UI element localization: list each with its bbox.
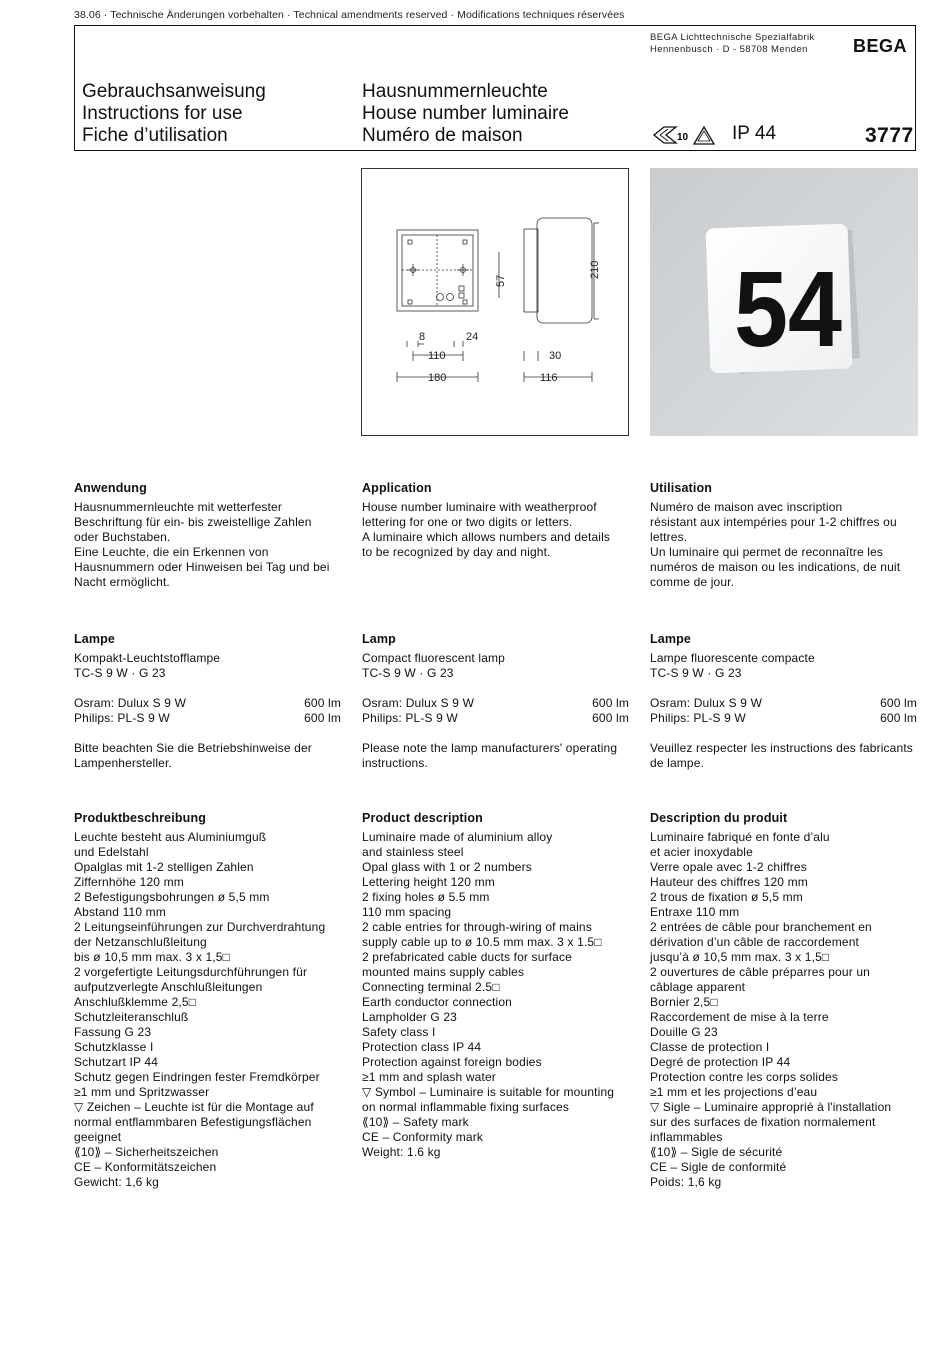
text-line: Bitte beachten Sie die Betriebshinweise der (74, 741, 312, 755)
text-line: instructions. (362, 756, 428, 770)
lamp-socket: TC-S 9 W · G 23 (650, 666, 742, 680)
description-line: 2 vorgefertigte Leitungsdurchführungen für (74, 965, 308, 979)
document-type (82, 81, 266, 147)
description-line: Schutzleiteranschluß (74, 1010, 189, 1024)
description-line: aufputzverlegte Anschlußleitungen (74, 980, 263, 994)
description-line: ▽ Symbol – Luminaire is suitable for mounting (362, 1085, 615, 1099)
application-de (74, 481, 346, 590)
description-line: Gewicht: 1,6 kg (74, 1175, 159, 1189)
description-de (74, 811, 346, 1190)
lamp-fr (650, 632, 917, 771)
description-line: ⟪10⟫ – Sicherheitszeichen (74, 1145, 219, 1159)
description-line: Entraxe 110 mm (650, 905, 740, 919)
topline-notice: 38.06 · Technische Änderungen vorbehalten · Technical amendments reserved · Modifications techniques réservées (74, 9, 625, 21)
description-line: ⟪10⟫ – Safety mark (362, 1115, 469, 1129)
description-line: Protection contre les corps solides (650, 1070, 839, 1084)
description-line: Hauteur des chiffres 120 mm (650, 875, 808, 889)
description-line: Raccordement de mise à la terre (650, 1010, 829, 1024)
text-line: A luminaire which allows numbers and details (362, 530, 611, 544)
description-line: jusqu’à ø 10,5 mm max. 3 x 1,5□ (650, 950, 830, 964)
text-line: Nacht ermöglicht. (74, 575, 170, 589)
text-line: Numéro de maison avec inscription (650, 500, 843, 514)
description-line: Protection against foreign bodies (362, 1055, 542, 1069)
description-line: on normal inflammable fixing surfaces (362, 1100, 569, 1114)
heading: Anwendung (74, 481, 147, 495)
description-line: normal entflammbaren Befestigungsflächen (74, 1115, 312, 1129)
text-line: numéros de maison ou les indications, de nuit (650, 560, 901, 574)
dimension-drawing-svg (362, 169, 630, 437)
text-line: oder Buchstaben. (74, 530, 171, 544)
text-line: comme de jour. (650, 575, 735, 589)
description-line: Verre opale avec 1-2 chiffres (650, 860, 807, 874)
description-line: CE – Konformitätszeichen (74, 1160, 217, 1174)
description-line: 2 prefabricated cable ducts for surface (362, 950, 572, 964)
description-line: Abstand 110 mm (74, 905, 166, 919)
text-line: résistant aux intempéries pour 1-2 chiffres ou (650, 515, 897, 529)
description-line: 2 Leitungseinführungen zur Durchverdrahtung (74, 920, 326, 934)
description-line: Douille G 23 (650, 1025, 718, 1039)
product-de: Hausnummernleuchte (362, 81, 548, 102)
description-line: ≥1 mm und Spritzwasser (74, 1085, 210, 1099)
description-line: câblage apparent (650, 980, 746, 994)
text-line: Hausnummern oder Hinweisen bei Tag und bei (74, 560, 330, 574)
lamp-type: Kompakt-Leuchtstofflampe (74, 651, 221, 665)
description-line: und Edelstahl (74, 845, 149, 859)
text-line: Please note the lamp manufacturers' operating (362, 741, 618, 755)
company-line-1: BEGA Lichttechnische Spezialfabrik (650, 32, 815, 43)
heading: Utilisation (650, 481, 713, 495)
text-line: Eine Leuchte, die ein Erkennen von (74, 545, 269, 559)
heading: Description du produit (650, 811, 788, 825)
doctype-de: Gebrauchsanweisung (82, 81, 266, 102)
description-line: Anschlußklemme 2,5□ (74, 995, 197, 1009)
description-line: 2 cable entries for through-wiring of mains (362, 920, 592, 934)
description-line: Leuchte besteht aus Aluminiumguß (74, 830, 267, 844)
description-line: ≥1 mm et les projections d’eau (650, 1085, 818, 1099)
description-line: Connecting terminal 2.5□ (362, 980, 500, 994)
product-en: House number luminaire (362, 103, 569, 124)
text-line: Hausnummernleuchte mit wetterfester (74, 500, 282, 514)
description-line: 2 fixing holes ø 5.5 mm (362, 890, 490, 904)
description-line: and stainless steel (362, 845, 464, 859)
lamp-brand: Philips: PL-S 9 W (362, 711, 458, 725)
safety-mark-number: 10 (677, 132, 689, 143)
description-line: ≥1 mm and splash water (362, 1070, 496, 1084)
description-line: Lampholder G 23 (362, 1010, 457, 1024)
lamp-brand: Osram: Dulux S 9 W (74, 696, 187, 710)
lamp-row-philips (650, 711, 917, 726)
text-line: House number luminaire with weatherproof (362, 500, 597, 514)
description-line: Degré de protection IP 44 (650, 1055, 791, 1069)
lamp-de (74, 632, 341, 771)
lamp-brand: Philips: PL-S 9 W (74, 711, 170, 725)
description-line: dérivation d’un câble de raccordement (650, 935, 860, 949)
text-line: lettres. (650, 530, 688, 544)
description-line: Safety class I (362, 1025, 436, 1039)
description-line: ▽ Zeichen – Leuchte ist für die Montage auf (74, 1100, 314, 1114)
dim-24: 24 (466, 331, 479, 343)
company-address (650, 32, 815, 56)
lamp-type: Lampe fluorescente compacte (650, 651, 815, 665)
description-line: Schutzklasse I (74, 1040, 154, 1054)
description-line: Fassung G 23 (74, 1025, 152, 1039)
description-line: et acier inoxydable (650, 845, 753, 859)
description-line: Lettering height 120 mm (362, 875, 495, 889)
safety-mark-icon (652, 124, 720, 146)
lamp-row-osram (362, 696, 629, 711)
dim-8: 8 (419, 331, 426, 343)
lamp-socket: TC-S 9 W · G 23 (74, 666, 166, 680)
lamp-row-osram (74, 696, 341, 711)
description-line: inflammables (650, 1130, 723, 1144)
description-line: geeignet (74, 1130, 122, 1144)
lamp-lumen: 600 lm (880, 696, 917, 710)
description-line: Bornier 2,5□ (650, 995, 718, 1009)
product-fr: Numéro de maison (362, 125, 523, 146)
description-line: Weight: 1.6 kg (362, 1145, 441, 1159)
lamp-en (362, 632, 629, 771)
product-photo-svg (650, 168, 918, 436)
text-line: de lampe. (650, 756, 705, 770)
description-line: 2 entrées de câble pour branchement en (650, 920, 872, 934)
lamp-row-philips (74, 711, 341, 726)
lamp-type: Compact fluorescent lamp (362, 651, 505, 665)
dim-30: 30 (549, 350, 562, 362)
lamp-brand: Philips: PL-S 9 W (650, 711, 746, 725)
description-line: mounted mains supply cables (362, 965, 525, 979)
lamp-socket: TC-S 9 W · G 23 (362, 666, 454, 680)
description-line: Luminaire fabriqué en fonte d’alu (650, 830, 830, 844)
doctype-fr: Fiche d’utilisation (82, 125, 228, 146)
description-line: Schutz gegen Eindringen fester Fremdkörper (74, 1070, 320, 1084)
dimension-drawing (361, 168, 629, 436)
description-en (362, 811, 634, 1160)
dim-180: 180 (428, 372, 447, 384)
description-line: Classe de protection I (650, 1040, 770, 1054)
lamp-lumen: 600 lm (592, 696, 629, 710)
description-line: 2 Befestigungsbohrungen ø 5,5 mm (74, 890, 270, 904)
ip-rating: IP 44 (732, 123, 777, 144)
heading: Application (362, 481, 432, 495)
heading: Lampe (650, 632, 692, 646)
lamp-brand: Osram: Dulux S 9 W (650, 696, 763, 710)
text-line: Veuillez respecter les instructions des fabricants (650, 741, 913, 755)
house-number: 54 (734, 248, 842, 369)
description-line: sur des surfaces de fixation normalement (650, 1115, 876, 1129)
description-line: ⟪10⟫ – Sigle de sécurité (650, 1145, 783, 1159)
text-line: Lampenhersteller. (74, 756, 172, 770)
dim-110: 110 (428, 350, 446, 362)
description-line: Ziffernhöhe 120 mm (74, 875, 184, 889)
text-line: to be recognized by day and night. (362, 545, 551, 559)
dim-210: 210 (589, 260, 601, 279)
description-line: CE – Conformity mark (362, 1130, 484, 1144)
description-line: 110 mm spacing (362, 905, 452, 919)
lamp-brand: Osram: Dulux S 9 W (362, 696, 475, 710)
heading: Lampe (74, 632, 116, 646)
description-line: 2 ouvertures de câble préparres pour un (650, 965, 870, 979)
description-fr (650, 811, 922, 1190)
heading: Produktbeschreibung (74, 811, 207, 825)
brand-logo: BEGA (853, 36, 908, 56)
dim-57: 57 (495, 274, 507, 287)
doctype-en: Instructions for use (82, 103, 243, 124)
product-photo (650, 168, 918, 436)
lamp-lumen: 600 lm (592, 711, 629, 725)
description-line: supply cable up to ø 10.5 mm max. 3 x 1.5□ (362, 935, 602, 949)
description-line: ▽ Sigle – Luminaire approprié à l'installation (650, 1100, 892, 1114)
description-line: Opalglas mit 1-2 stelligen Zahlen (74, 860, 254, 874)
description-line: Opal glass with 1 or 2 numbers (362, 860, 532, 874)
description-line: der Netzanschlußleitung (74, 935, 207, 949)
application-fr (650, 481, 922, 590)
description-line: Schutzart IP 44 (74, 1055, 159, 1069)
text-line: lettering for one or two digits or letters. (362, 515, 573, 529)
product-name (362, 81, 569, 147)
lamp-lumen: 600 lm (304, 696, 341, 710)
header-box (74, 25, 916, 151)
description-line: Earth conductor connection (362, 995, 512, 1009)
article-number: 3777 (865, 124, 914, 147)
description-line: CE – Sigle de conformité (650, 1160, 787, 1174)
company-line-2: Hennenbusch · D - 58708 Menden (650, 44, 808, 55)
dim-116: 116 (540, 372, 558, 384)
application-en (362, 481, 634, 560)
description-line: Protection class IP 44 (362, 1040, 482, 1054)
description-line: bis ø 10,5 mm max. 3 x 1,5□ (74, 950, 231, 964)
heading: Lamp (362, 632, 396, 646)
lamp-row-osram (650, 696, 917, 711)
lamp-lumen: 600 lm (880, 711, 917, 725)
heading: Product description (362, 811, 483, 825)
lamp-row-philips (362, 711, 629, 726)
text-line: Un luminaire qui permet de reconnaître les (650, 545, 884, 559)
description-line: 2 trous de fixation ø 5,5 mm (650, 890, 803, 904)
description-line: Poids: 1,6 kg (650, 1175, 722, 1189)
lamp-lumen: 600 lm (304, 711, 341, 725)
text-line: Beschriftung für ein- bis zweistellige Zahlen (74, 515, 312, 529)
description-line: Luminaire made of aluminium alloy (362, 830, 553, 844)
